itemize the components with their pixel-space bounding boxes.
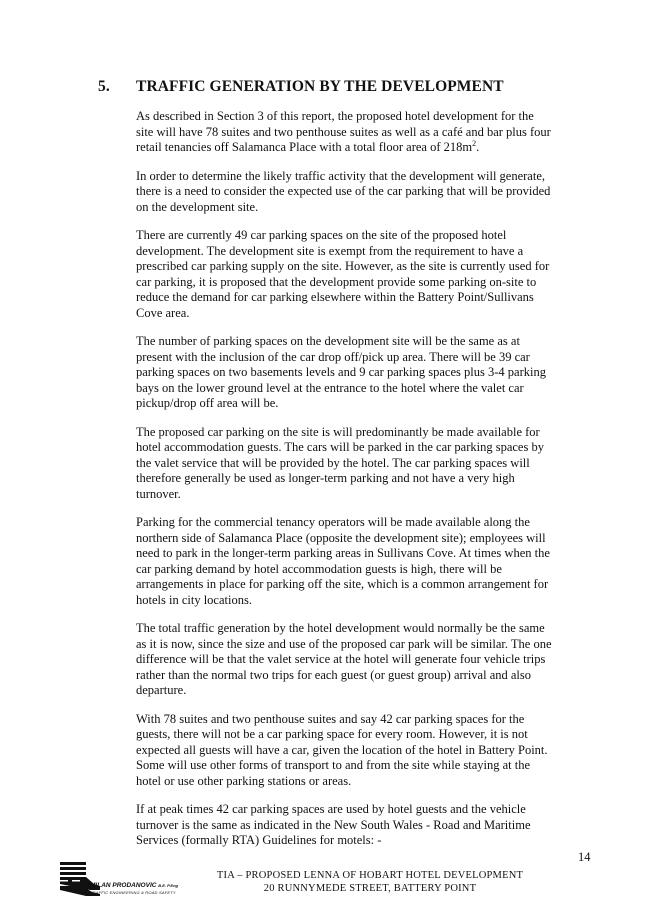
paragraph: With 78 suites and two penthouse suites and say 42 car parking spaces for the guests, there will not be a car parking space for every room. However, it is not expected all guests will have a car, given the location of the hotel in Battery Point. Some will use other forms of transport to and from the site while staying at the hotel or use other parking stations or areas.: [136, 711, 548, 788]
section-title: TRAFFIC GENERATION BY THE DEVELOPMENT: [136, 78, 504, 95]
section-heading: [98, 78, 504, 96]
paragraph: The proposed car parking on the site is will predominantly be made available for hotel accommodation guests. The cars will be parked in the car parking spaces by the valet service that will be provided by the hotel. The car parking spaces will therefore generally be used as longer-term parking and not have a very high turnover.: [136, 424, 544, 501]
paragraph: As described in Section 3 of this report, the proposed hotel development for the site will have 78 suites and two penthouse suites as well as a café and bar plus four retail tenancies off Salamanca Place with a total floor area of $218m^2$.: [136, 109, 551, 154]
footer-line-1: TIA – PROPOSED LENNA OF HOBART HOTEL DEVELOPMENT: [216, 870, 524, 881]
paragraph: The number of parking spaces on the development site will be the same as at present with the inclusion of the car drop off/pick up area. There will be 39 car parking spaces on two basements levels and 9 car parking spaces plus 3-4 parking bays on the lower ground level at the entrance to the hotel where the valet car pickup/drop off area will be.: [136, 334, 546, 410]
paragraph: The total traffic generation by the hotel development would normally be the same as it is now, since the size and use of the proposed car park will be similar. The one difference will be that the valet service at the hotel will generate four vehicle trips rather than the normal two trips for each guest (or guest group) arrival and also departure.: [136, 621, 552, 697]
page-number: 14: [578, 850, 591, 864]
paragraph: In order to determine the likely traffic activity that the development will generate, there is a need to consider the expected use of the car parking that will be provided on the development site.: [136, 168, 551, 214]
logo-tagline: TRAFFIC ENGINEERING & ROAD SAFETY: [90, 890, 176, 895]
paragraph: If at peak times 42 car parking spaces are used by hotel guests and the vehicle turnover is the same as indicated in the New South Wales - Road and Maritime Services (formally RTA) Guidelines for motels: -: [136, 802, 531, 847]
logo-name: MILAN PRODANOVIC B.E. P.Eng: [90, 882, 178, 889]
footer-line-2: 20 RUNNYMEDE STREET, BATTERY POINT: [263, 882, 477, 894]
body-text: [136, 109, 554, 862]
paragraph: Parking for the commercial tenancy operators will be made available along the northern side of Salamanca Place (opposite the development site); employees will need to park in the longer-term parking areas in Sullivans Cove. At times when the car parking demand by hotel accommodation guests is high, there will be arrangements in place for parking off the site, which is a common arrangement for hotels in city locations.: [136, 515, 550, 607]
footer: [200, 870, 540, 895]
superscript: 2: [472, 138, 477, 148]
section-number: 5.: [98, 78, 110, 95]
company-logo: [60, 862, 200, 900]
paragraph: There are currently 49 car parking spaces on the site of the proposed hotel development. The development site is exempt from the requirement to have a prescribed car parking supply on the site. However, as the site is currently used for car parking, it is proposed that the development provide some parking on-site to reduce the demand for car parking elsewhere within the Battery Point/Sullivans Cove area.: [136, 228, 550, 320]
